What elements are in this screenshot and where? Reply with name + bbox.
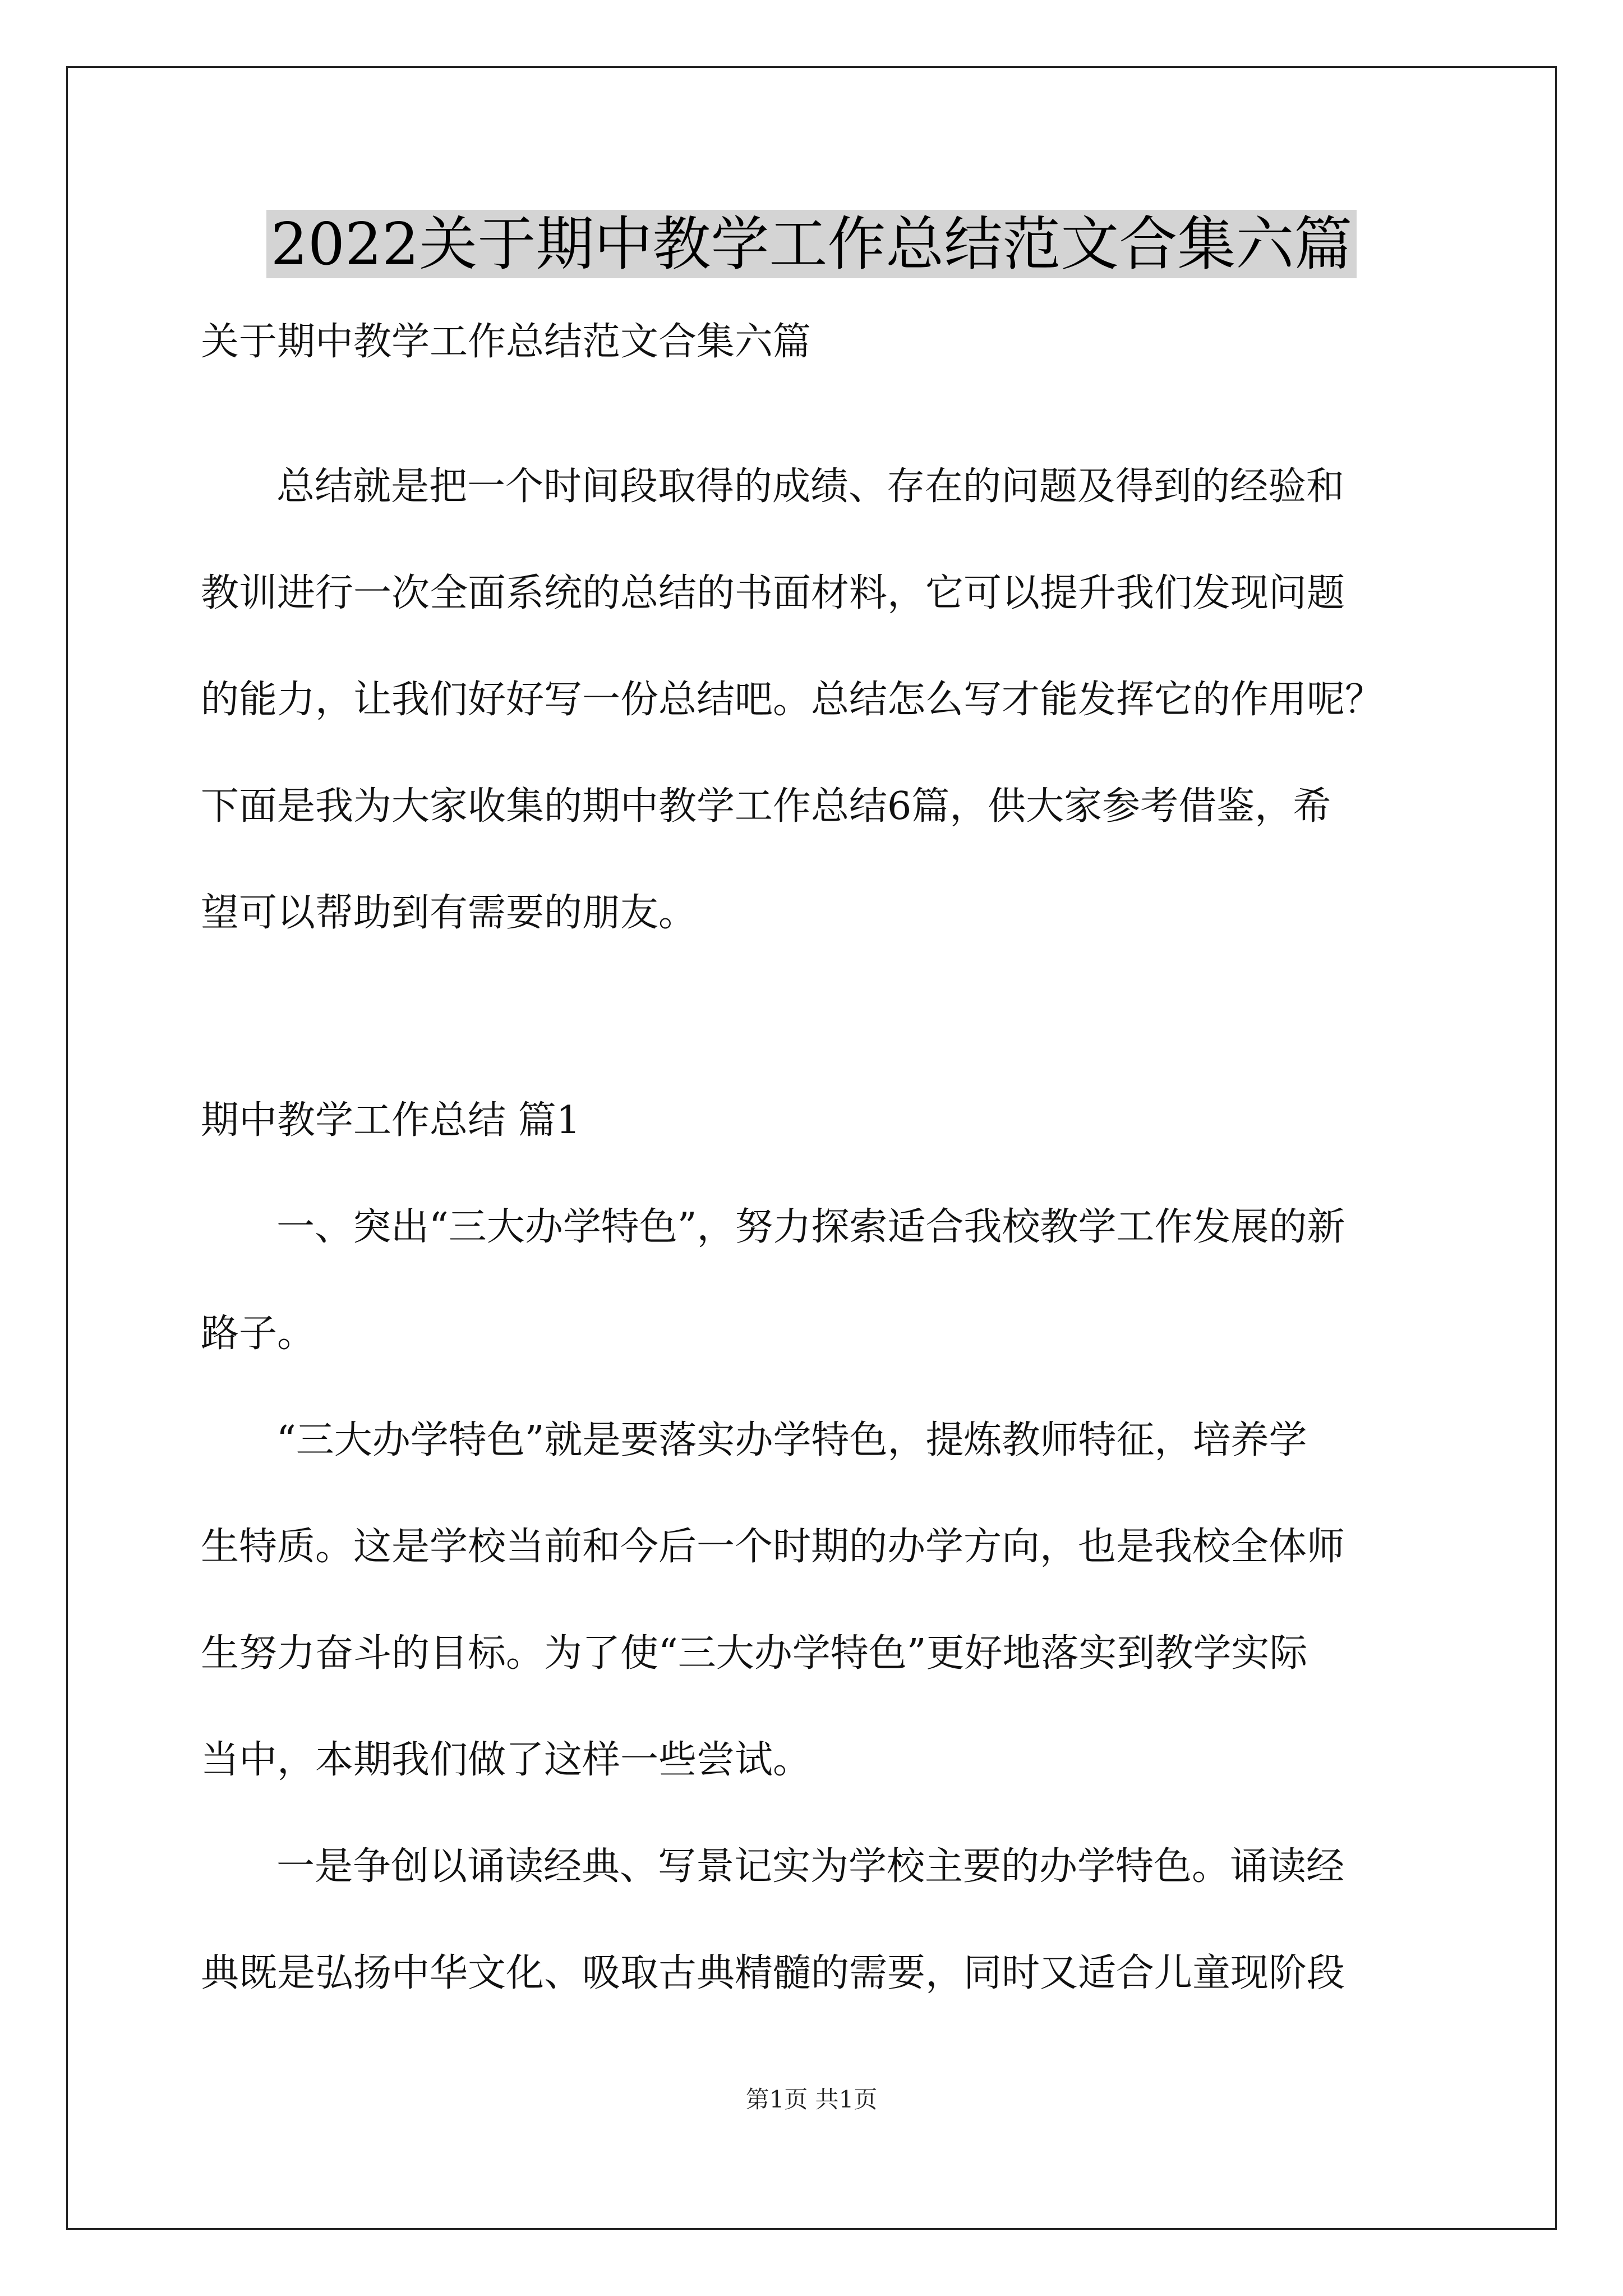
paragraph-line: 当中，本期我们做了这样一些尝试。	[201, 1738, 811, 1782]
point-line: 路子。	[201, 1312, 316, 1356]
intro-line: 下面是我为大家收集的期中教学工作总结6篇，供大家参考借鉴，希	[201, 784, 1331, 829]
section-heading: 期中教学工作总结 篇1	[201, 1098, 580, 1143]
intro-line: 总结就是把一个时间段取得的成绩、存在的问题及得到的经验和	[276, 464, 1345, 509]
paragraph-line: 典既是弘扬中华文化、吸取古典精髓的需要，同时又适合儿童现阶段	[201, 1951, 1345, 1995]
paragraph-line: 生努力奋斗的目标。为了使“三大办学特色”更好地落实到教学实际	[201, 1631, 1308, 1676]
document-title: 2022关于期中教学工作总结范文合集六篇	[0, 202, 1623, 286]
document-subtitle: 关于期中教学工作总结范文合集六篇	[201, 320, 811, 364]
intro-line: 的能力，让我们好好写一份总结吧。总结怎么写才能发挥它的作用呢？	[201, 678, 1384, 722]
page-footer: 第1页 共1页	[745, 2086, 878, 2113]
paragraph-line: 一是争创以诵读经典、写景记实为学校主要的办学特色。诵读经	[276, 1844, 1345, 1889]
paragraph-line: 生特质。这是学校当前和今后一个时期的办学方向，也是我校全体师	[201, 1525, 1345, 1569]
intro-line: 教训进行一次全面系统的总结的书面材料，它可以提升我们发现问题	[201, 571, 1345, 615]
intro-line: 望可以帮助到有需要的朋友。	[201, 891, 697, 935]
paragraph-line: “三大办学特色”就是要落实办学特色，提炼教师特征，培养学	[276, 1418, 1307, 1462]
point-line: 一、突出“三大办学特色”，努力探索适合我校教学工作发展的新	[276, 1205, 1345, 1249]
